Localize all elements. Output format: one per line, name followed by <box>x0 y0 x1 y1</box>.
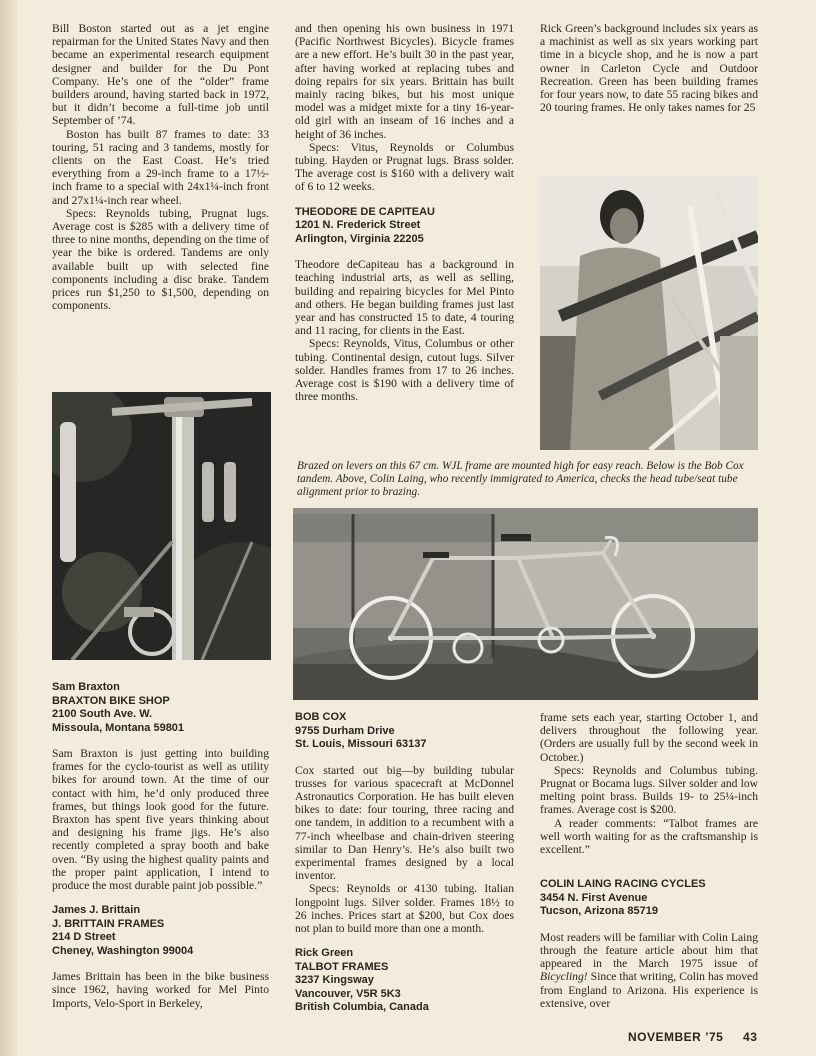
boston-intro-paragraph: Bill Boston started out as a jet engine repairman for the United States Navy and then became an experimental research equipment designer and builder for the Du Pont Company. He’s one of the “older” frame builders around, having started back in 1972, but it didn’t become a full-time job until September of ’74. <box>52 22 269 128</box>
builder-city: Missoula, Montana 59801 <box>52 721 185 734</box>
boston-frames-paragraph: Boston has built 87 frames to date: 33 touring, 51 racing and 3 tandems, mostly for clients on the East Coast. He’s tried everything from a 29-inch frame to a 17½-inch frame to a special with 24x1¼-inch front and 27x1¼-inch rear wheel. <box>52 127 269 207</box>
photo-caption: Brazed on levers on this 67 cm. WJL frame are mounted high for easy reach. Below is the Bob Cox tandem. Above, Colin Laing, who recently immigrated to America, checks the head tube/seat tube alignment prior to brazing. <box>297 460 744 499</box>
article-column-2-bottom <box>295 711 514 1015</box>
green-intro-paragraph: Rick Green’s background includes six years as a machinist as well as six years working part time in a bicycle shop, and he is now a part owner in Carleton Cycle and Outdoor Recreation. Green has been building frames for four years now, to date 55 racing bikes and 20 touring frames. He only takes names for 25 <box>540 22 758 115</box>
decapiteau-specs-paragraph: Specs: Reynolds, Vitus, Columbus or other tubing. Continental design, cutout lugs. Silver solder. Handles frames from 17 to 26 inches. Average cost is $190 with a delivery time of three months. <box>295 337 514 404</box>
green-specs-paragraph: Specs: Reynolds and Columbus tubing. Prugnat or Bocama lugs. Silver solder and low melting point brass. Builds 19- to 25¼-inch frames. Average cost is $200. <box>540 763 758 817</box>
green-continued-paragraph: frame sets each year, starting October 1, and delivers throughout the following year. (Orders are usually full by the second week in October.) <box>540 711 758 764</box>
brittain-continued-paragraph: and then opening his own business in 1971 (Pacific Northwest Bicycles). Bicycle frames are a new effort. He’s built 30 in the past year, after having worked at replacing tubes and doing repairs for six years. Brittain has built mainly racing bikes, but his most unique model was a midget mixte for a tiny 16-year-old girl with an inseam of 16 inches and a height of 36 inches. <box>295 22 514 141</box>
builder-street: 1201 N. Frederick Street <box>295 219 421 232</box>
builder-city: Arlington, Virginia 22205 <box>295 232 424 245</box>
shop-name: BRAXTON BIKE SHOP <box>52 694 170 707</box>
cox-address-block <box>295 711 514 752</box>
article-column-1-top <box>52 22 269 312</box>
builder-city: Cheney, Washington 99004 <box>52 944 194 957</box>
builder-name: James J. Brittain <box>52 904 141 917</box>
builder-name: Sam Braxton <box>52 681 120 693</box>
article-column-1-bottom <box>52 681 269 1010</box>
issue-date: NOVEMBER ’75 <box>628 1030 724 1044</box>
page-binding-edge <box>0 0 18 1056</box>
shop-name: TALBOT FRAMES <box>295 960 389 973</box>
page-number: 43 <box>743 1030 758 1044</box>
builder-name: BOB COX <box>295 711 347 723</box>
brittain-address-block <box>52 904 269 958</box>
builder-city: Vancouver, V5R 5K3 <box>295 987 401 1000</box>
article-column-2-top <box>295 22 514 403</box>
builder-street: 3237 Kingsway <box>295 974 374 987</box>
tandem-illustration <box>293 508 758 700</box>
builder-name: THEODORE DE CAPITEAU <box>295 205 435 218</box>
magazine-title: Bicycling! <box>540 970 588 984</box>
decapiteau-intro-paragraph: Theodore deCapiteau has a background in teaching industrial arts, as well as selling, building and repairing bicycles for Mel Pinto and others. He began building frames just last year and has constructed 15 to date, 4 touring and 11 racing, for clients in the East. <box>295 258 514 338</box>
braxton-address-block <box>52 681 269 735</box>
brittain-specs-paragraph: Specs: Vitus, Reynolds or Columbus tubing. Hayden or Prugnat lugs. Brass solder. The average cost is $160 with a delivery wait of 6 to 12 weeks. <box>295 140 514 194</box>
cox-intro-paragraph: Cox started out big—by building tubular trusses for various spacecraft at McDonnel Astronautics Corporation. He has built eleven bikes to date: four touring, three racing and one tandem, in addition to a recumbent with a 77-inch wheelbase and chain-driven steering similar to Dan Henry’s. He’s also built two experimental frames designed by a local inventor. <box>295 763 514 883</box>
article-column-3-top <box>540 22 758 114</box>
boston-specs-paragraph: Specs: Reynolds tubing, Prugnat lugs. Average cost is $285 with a delivery time of three to nine months, depending on the time of year the bike is ordered. Tandems are only available built up with selected fine components including a disc brake. Tandem prices run $1,250 to $1,500, depending on components. <box>52 206 269 313</box>
builder-street: 214 D Street <box>52 931 116 944</box>
page-footer <box>628 1030 757 1044</box>
builder-street: 9755 Durham Drive <box>295 724 395 737</box>
decapiteau-address-block <box>295 206 514 247</box>
laing-address-block <box>540 878 758 919</box>
colin-laing-jig-photo <box>540 176 758 450</box>
brazed-levers-frame-photo <box>52 392 271 660</box>
builder-name: Rick Green <box>295 947 354 960</box>
builder-city: St. Louis, Missouri 63137 <box>295 738 427 750</box>
green-address-block <box>295 947 514 1015</box>
builder-street: 3454 N. First Avenue <box>540 891 648 904</box>
builder-name: COLIN LAING RACING CYCLES <box>540 878 706 891</box>
builder-city: Tucson, Arizona 85719 <box>540 905 658 918</box>
cox-specs-paragraph: Specs: Reynolds or 4130 tubing. Italian longpoint lugs. Silver solder. Frames 18½ to 26 inches. Prices start at $200, but Cox does not plan to build more than one a month. <box>295 882 514 935</box>
bob-cox-tandem-photo <box>293 508 758 700</box>
laing-intro-paragraph: Most readers will be familiar with Colin Laing through the feature article about him that appeared in the March 1975 issue of Bicycling! Since that writing, Colin has moved from England to Arizona. His experience is extensive, over <box>540 930 758 1010</box>
frame-detail-illustration <box>52 392 271 660</box>
brittain-intro-paragraph: James Brittain has been in the bike business since 1962, having worked for Mel Pinto Imports, Velo-Sport in Berkeley, <box>52 970 269 1010</box>
builder-region: British Columbia, Canada <box>295 1001 429 1014</box>
laing-illustration <box>540 176 758 450</box>
green-reader-comment: A reader comments: “Talbot frames are well worth waiting for as the craftsmanship is excellent.” <box>540 816 758 857</box>
braxton-paragraph: Sam Braxton is just getting into building frames for the cyclo-tourist as well as utility bikes for around town. At the time of our contact with him, he’d only produced three frames, but things look good for the future. Braxton has spent five years thinking about and designing his frame jigs. He’s also recently completed a spray booth and bake oven. “By using the highest quality paints and the proper paint application, I intend to produce the most durable paint job possible.” <box>52 747 269 893</box>
builder-street: 2100 South Ave. W. <box>52 708 153 720</box>
article-column-3-bottom <box>540 711 758 1010</box>
shop-name: J. BRITTAIN FRAMES <box>52 917 165 930</box>
